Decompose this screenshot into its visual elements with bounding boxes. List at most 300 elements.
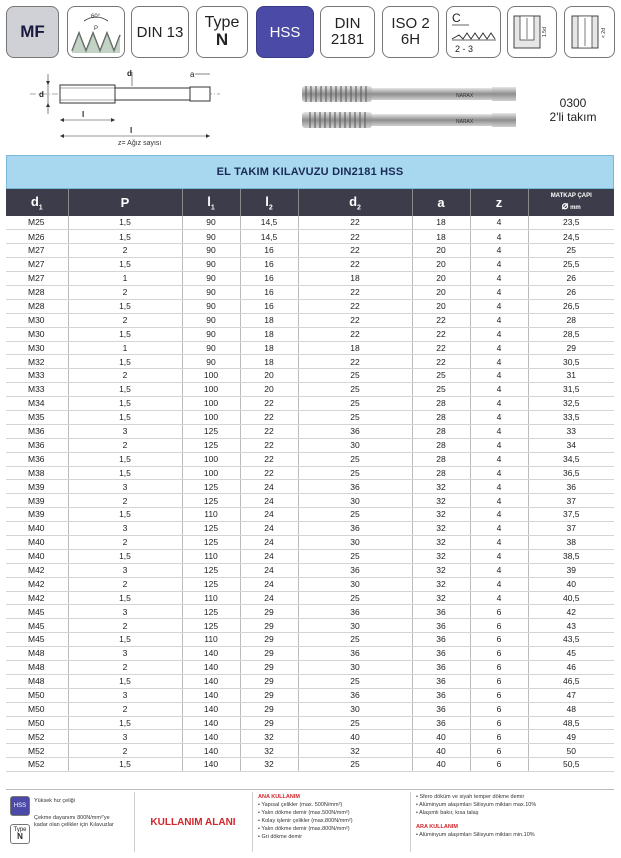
- chamfer-letter: C: [451, 11, 461, 25]
- table-cell: 32: [412, 591, 470, 605]
- table-cell: 22: [412, 341, 470, 355]
- table-cell: 140: [182, 758, 240, 772]
- table-cell: 29: [240, 633, 298, 647]
- table-row: [6, 230, 614, 244]
- table-cell: 28: [528, 313, 614, 327]
- table-cell: 4: [470, 369, 528, 383]
- secondary-usage-head: ARA KULLANIM: [416, 823, 458, 830]
- table-cell: 4: [470, 216, 528, 230]
- table-cell: 36: [412, 674, 470, 688]
- table-cell: 20: [412, 244, 470, 258]
- table-cell: 1,5: [68, 674, 182, 688]
- table-cell: 22: [240, 397, 298, 411]
- table-cell: 2: [68, 661, 182, 675]
- table-cell: 1,5: [68, 466, 182, 480]
- table-cell: 33: [528, 424, 614, 438]
- table-row: [6, 355, 614, 369]
- table-cell: 31,5: [528, 383, 614, 397]
- table-cell: 24: [240, 591, 298, 605]
- table-cell: 28,5: [528, 327, 614, 341]
- table-cell: 32: [412, 522, 470, 536]
- table-cell: 33,5: [528, 410, 614, 424]
- table-cell: 140: [182, 716, 240, 730]
- hss-badge: [256, 6, 314, 58]
- table-cell: 32: [412, 508, 470, 522]
- table-cell: 4: [470, 230, 528, 244]
- table-row: [6, 480, 614, 494]
- table-cell: 20: [412, 299, 470, 313]
- table-cell: 16: [240, 272, 298, 286]
- table-cell: 36: [298, 424, 412, 438]
- table-cell: 1,5: [68, 355, 182, 369]
- col-d2: $d_2$: [298, 189, 412, 216]
- table-row: [6, 313, 614, 327]
- table-cell: 1,5: [68, 230, 182, 244]
- table-cell: 36,5: [528, 466, 614, 480]
- thread-angle-label: 60°: [91, 14, 101, 20]
- table-cell: M28: [6, 285, 68, 299]
- table-row: [6, 633, 614, 647]
- through-hole-icon: [567, 9, 613, 55]
- table-cell: 1,5: [68, 633, 182, 647]
- table-row: [6, 661, 614, 675]
- table-cell: 125: [182, 605, 240, 619]
- table-cell: 3: [68, 730, 182, 744]
- table-cell: 32,5: [528, 397, 614, 411]
- table-cell: M36: [6, 424, 68, 438]
- table-cell: 3: [68, 480, 182, 494]
- table-row: [6, 744, 614, 758]
- table-cell: 6: [470, 619, 528, 633]
- table-cell: 36: [412, 702, 470, 716]
- table-cell: 100: [182, 410, 240, 424]
- table-cell: 6: [470, 674, 528, 688]
- table-row: [6, 549, 614, 563]
- table-cell: 28: [412, 466, 470, 480]
- table-cell: M28: [6, 299, 68, 313]
- table-cell: 20: [240, 369, 298, 383]
- table-row: [6, 424, 614, 438]
- thread-p-label: P: [94, 26, 99, 32]
- table-cell: 25: [298, 549, 412, 563]
- table-cell: M45: [6, 633, 68, 647]
- usage-item: • Alüminyum alaşımları Silisyum miktarı max.10%: [416, 801, 537, 808]
- table-row: [6, 591, 614, 605]
- table-cell: 4: [470, 508, 528, 522]
- table-cell: 4: [470, 244, 528, 258]
- table-cell: 18: [240, 327, 298, 341]
- table-cell: 110: [182, 633, 240, 647]
- table-cell: 1,5: [68, 327, 182, 341]
- blind-hole-icon: [509, 9, 555, 55]
- table-cell: 38: [528, 535, 614, 549]
- table-cell: 25: [528, 244, 614, 258]
- usage-item: • Alaşımlı bakır, kısa talaş: [416, 809, 479, 816]
- table-cell: 36: [298, 522, 412, 536]
- table-cell: 31: [528, 369, 614, 383]
- table-cell: M39: [6, 494, 68, 508]
- table-cell: M33: [6, 369, 68, 383]
- col-a: a: [412, 189, 470, 216]
- main-usage-column: [258, 794, 406, 842]
- table-cell: M32: [6, 355, 68, 369]
- table-cell: M50: [6, 688, 68, 702]
- table-cell: 32: [412, 480, 470, 494]
- table-cell: 50: [528, 744, 614, 758]
- table-cell: 32: [240, 758, 298, 772]
- table-cell: 25,5: [528, 258, 614, 272]
- table-cell: 140: [182, 744, 240, 758]
- main-usage-item: • Yalın dökme demir (max.500N/mm²): [258, 809, 350, 816]
- table-cell: 22: [298, 216, 412, 230]
- table-row: [6, 758, 614, 772]
- main-usage-head: ANA KULLANIM: [258, 794, 300, 800]
- table-header-row: [6, 189, 614, 216]
- table-cell: M34: [6, 397, 68, 411]
- table-cell: M40: [6, 549, 68, 563]
- table-cell: 24: [240, 535, 298, 549]
- table-cell: M50: [6, 702, 68, 716]
- table-cell: 4: [470, 480, 528, 494]
- table-cell: M52: [6, 758, 68, 772]
- table-cell: 30: [298, 619, 412, 633]
- table-cell: 4: [470, 410, 528, 424]
- main-usage-item: • Yapısal çelikler (max. 500N/mm²): [258, 801, 343, 808]
- table-cell: 36: [298, 688, 412, 702]
- type-label: Type: [204, 13, 240, 31]
- table-cell: M30: [6, 327, 68, 341]
- table-cell: 30,5: [528, 355, 614, 369]
- table-cell: 32: [412, 577, 470, 591]
- table-cell: 125: [182, 535, 240, 549]
- table-cell: 2: [68, 369, 182, 383]
- table-cell: 32: [412, 563, 470, 577]
- table-cell: 24: [240, 563, 298, 577]
- table-cell: 125: [182, 480, 240, 494]
- type-value: N: [215, 30, 229, 50]
- din2181-line1: DIN: [334, 15, 361, 33]
- table-cell: 22: [298, 230, 412, 244]
- table-cell: 4: [470, 577, 528, 591]
- l2-label: l: [82, 110, 85, 119]
- table-cell: 40: [528, 577, 614, 591]
- table-cell: M48: [6, 674, 68, 688]
- table-cell: 37,5: [528, 508, 614, 522]
- table-cell: 90: [182, 299, 240, 313]
- table-cell: 16: [240, 299, 298, 313]
- din13-label: DIN 13: [136, 23, 184, 41]
- table-cell: 36: [298, 480, 412, 494]
- hss-description: Yüksek hız çeliği: [34, 798, 75, 804]
- table-cell: M39: [6, 480, 68, 494]
- table-row: [6, 438, 614, 452]
- table-cell: 32: [412, 549, 470, 563]
- table-row: [6, 327, 614, 341]
- drill-head-unit: mm: [570, 204, 581, 211]
- chamfer-badge: [446, 6, 501, 58]
- table-cell: 4: [470, 313, 528, 327]
- table-cell: 1,5: [68, 383, 182, 397]
- table-cell: 18: [298, 341, 412, 355]
- table-cell: 18: [240, 313, 298, 327]
- table-cell: 6: [470, 605, 528, 619]
- table-cell: 90: [182, 355, 240, 369]
- table-cell: 4: [470, 591, 528, 605]
- table-cell: 20: [412, 285, 470, 299]
- table-cell: 25: [298, 466, 412, 480]
- table-cell: 4: [470, 258, 528, 272]
- table-cell: 16: [240, 244, 298, 258]
- table-cell: 29: [240, 605, 298, 619]
- table-cell: 26: [528, 272, 614, 286]
- through-hole-badge: [564, 6, 615, 58]
- table-cell: 25: [298, 383, 412, 397]
- table-cell: 32: [412, 494, 470, 508]
- table-cell: 28: [412, 452, 470, 466]
- table-cell: 36: [412, 716, 470, 730]
- iso-line2: 6H: [400, 31, 421, 48]
- table-cell: 28: [412, 410, 470, 424]
- table-cell: 4: [470, 522, 528, 536]
- table-cell: 25: [298, 452, 412, 466]
- table-cell: 20: [240, 383, 298, 397]
- table-cell: 1,5: [68, 397, 182, 411]
- table-cell: 16: [240, 285, 298, 299]
- table-row: [6, 716, 614, 730]
- table-cell: 22: [298, 327, 412, 341]
- mf-badge: [6, 6, 59, 58]
- table-cell: 25: [298, 591, 412, 605]
- type-badge: [196, 6, 248, 58]
- table-cell: 29: [240, 619, 298, 633]
- table-cell: 36: [412, 688, 470, 702]
- product-code-block: [528, 96, 618, 124]
- table-cell: 4: [470, 466, 528, 480]
- table-cell: 29: [240, 661, 298, 675]
- table-cell: 1,5: [68, 410, 182, 424]
- table-row: [6, 341, 614, 355]
- table-cell: 34,5: [528, 452, 614, 466]
- table-cell: 47: [528, 688, 614, 702]
- table-row: [6, 702, 614, 716]
- table-row: [6, 522, 614, 536]
- depth-2d-label: < 2d: [600, 28, 607, 38]
- table-cell: 100: [182, 466, 240, 480]
- table-cell: 6: [470, 647, 528, 661]
- table-cell: 4: [470, 549, 528, 563]
- table-cell: 125: [182, 619, 240, 633]
- col-drill-diameter: [528, 189, 614, 216]
- table-cell: 22: [240, 466, 298, 480]
- table-cell: 140: [182, 661, 240, 675]
- teeth-caption: z= Ağız sayısı: [118, 140, 162, 147]
- table-cell: 2: [68, 438, 182, 452]
- table-cell: 30: [298, 702, 412, 716]
- hand-tap-set-image: [296, 78, 526, 138]
- table-cell: 30: [298, 661, 412, 675]
- table-cell: 4: [470, 272, 528, 286]
- table-cell: 3: [68, 563, 182, 577]
- table-cell: 1,5: [68, 452, 182, 466]
- set-label: 2'li takım: [549, 110, 597, 124]
- table-cell: 4: [470, 494, 528, 508]
- table-cell: 1,5: [68, 591, 182, 605]
- table-row: [6, 605, 614, 619]
- table-cell: 1,5: [68, 216, 182, 230]
- table-row: [6, 383, 614, 397]
- table-cell: M27: [6, 258, 68, 272]
- table-row: [6, 258, 614, 272]
- table-row: [6, 466, 614, 480]
- table-cell: 36: [528, 480, 614, 494]
- table-cell: 22: [298, 355, 412, 369]
- table-cell: 25: [298, 508, 412, 522]
- drill-head-top: MATKAP ÇAPI: [550, 193, 592, 200]
- table-cell: 32: [240, 744, 298, 758]
- col-l1: $l_1$: [182, 189, 240, 216]
- table-cell: 24: [240, 577, 298, 591]
- table-row: [6, 216, 614, 230]
- table-cell: 2: [68, 313, 182, 327]
- table-body: [6, 216, 614, 772]
- table-cell: 22: [298, 244, 412, 258]
- table-row: [6, 285, 614, 299]
- table-cell: 43: [528, 619, 614, 633]
- table-cell: M50: [6, 716, 68, 730]
- table-cell: 32: [240, 730, 298, 744]
- table-cell: M40: [6, 522, 68, 536]
- table-row: [6, 619, 614, 633]
- table-cell: M30: [6, 341, 68, 355]
- table-cell: 46: [528, 661, 614, 675]
- table-cell: 40: [412, 758, 470, 772]
- table-cell: 36: [412, 633, 470, 647]
- table-cell: 30: [298, 577, 412, 591]
- table-cell: 1,5: [68, 549, 182, 563]
- table-cell: 2: [68, 744, 182, 758]
- table-cell: 140: [182, 702, 240, 716]
- table-cell: 36: [298, 605, 412, 619]
- table-row: [6, 674, 614, 688]
- table-cell: 4: [470, 535, 528, 549]
- table-cell: 125: [182, 522, 240, 536]
- table-cell: M52: [6, 744, 68, 758]
- table-row: [6, 730, 614, 744]
- table-cell: 28: [412, 424, 470, 438]
- table-cell: 40: [412, 744, 470, 758]
- thread-profile-icon: [70, 9, 122, 55]
- table-cell: 29: [528, 341, 614, 355]
- table-cell: 25: [298, 369, 412, 383]
- hss-label: HSS: [269, 23, 301, 41]
- chamfer-range: 2 - 3: [454, 44, 473, 54]
- table-cell: 100: [182, 369, 240, 383]
- table-cell: 30: [298, 535, 412, 549]
- col-p: P: [68, 189, 182, 216]
- table-cell: 90: [182, 313, 240, 327]
- table-cell: 30: [298, 438, 412, 452]
- table-cell: 2: [68, 702, 182, 716]
- table-cell: M39: [6, 508, 68, 522]
- table-cell: 22: [298, 313, 412, 327]
- table-cell: 18: [412, 216, 470, 230]
- table-cell: 36: [412, 605, 470, 619]
- table-cell: M38: [6, 466, 68, 480]
- table-row: [6, 508, 614, 522]
- table-cell: 18: [298, 272, 412, 286]
- table-cell: 29: [240, 702, 298, 716]
- table-cell: 100: [182, 383, 240, 397]
- table-cell: 2: [68, 244, 182, 258]
- table-cell: 20: [412, 272, 470, 286]
- table-cell: 125: [182, 494, 240, 508]
- secondary-usage-column: [416, 794, 612, 840]
- table-cell: 22: [240, 452, 298, 466]
- table-cell: 25: [298, 758, 412, 772]
- table-cell: 28: [412, 397, 470, 411]
- din2181-badge: [320, 6, 375, 58]
- table-row: [6, 272, 614, 286]
- main-usage-item: • Yalın dökme demir (max.800N/mm²): [258, 825, 350, 832]
- table-cell: 45: [528, 647, 614, 661]
- usage-label: KULLANIM ALANI: [150, 816, 236, 828]
- table-cell: 30: [298, 494, 412, 508]
- table-cell: 6: [470, 744, 528, 758]
- table-row: [6, 688, 614, 702]
- table-cell: 3: [68, 688, 182, 702]
- table-cell: M48: [6, 661, 68, 675]
- table-cell: M42: [6, 591, 68, 605]
- table-cell: 6: [470, 716, 528, 730]
- table-cell: 140: [182, 730, 240, 744]
- thread-depth-badge: [507, 6, 557, 58]
- table-cell: 14,5: [240, 230, 298, 244]
- table-cell: 90: [182, 216, 240, 230]
- table-cell: 6: [470, 633, 528, 647]
- table-cell: M52: [6, 730, 68, 744]
- table-cell: 46,5: [528, 674, 614, 688]
- table-cell: M42: [6, 577, 68, 591]
- table-cell: 23,5: [528, 216, 614, 230]
- table-cell: 4: [470, 563, 528, 577]
- d2-label: d: [127, 69, 132, 78]
- table-cell: 4: [470, 327, 528, 341]
- table-cell: 40: [412, 730, 470, 744]
- table-cell: 36: [412, 661, 470, 675]
- table-cell: 14,5: [240, 216, 298, 230]
- table-cell: 29: [240, 716, 298, 730]
- table-cell: 39: [528, 563, 614, 577]
- table-cell: 6: [470, 730, 528, 744]
- table-cell: 25: [412, 383, 470, 397]
- table-cell: 110: [182, 591, 240, 605]
- table-cell: 32: [298, 744, 412, 758]
- table-cell: 37: [528, 494, 614, 508]
- table-cell: 22: [240, 410, 298, 424]
- table-cell: 29: [240, 674, 298, 688]
- col-l2: $l_2$: [240, 189, 298, 216]
- table-cell: 1,5: [68, 508, 182, 522]
- table-cell: 34: [528, 438, 614, 452]
- table-cell: 18: [240, 341, 298, 355]
- table-cell: 1,5: [68, 258, 182, 272]
- table-cell: 6: [470, 661, 528, 675]
- table-cell: 2: [68, 285, 182, 299]
- mf-label: MF: [20, 22, 45, 41]
- product-image: [296, 78, 526, 138]
- table-cell: 24: [240, 494, 298, 508]
- table-row: [6, 244, 614, 258]
